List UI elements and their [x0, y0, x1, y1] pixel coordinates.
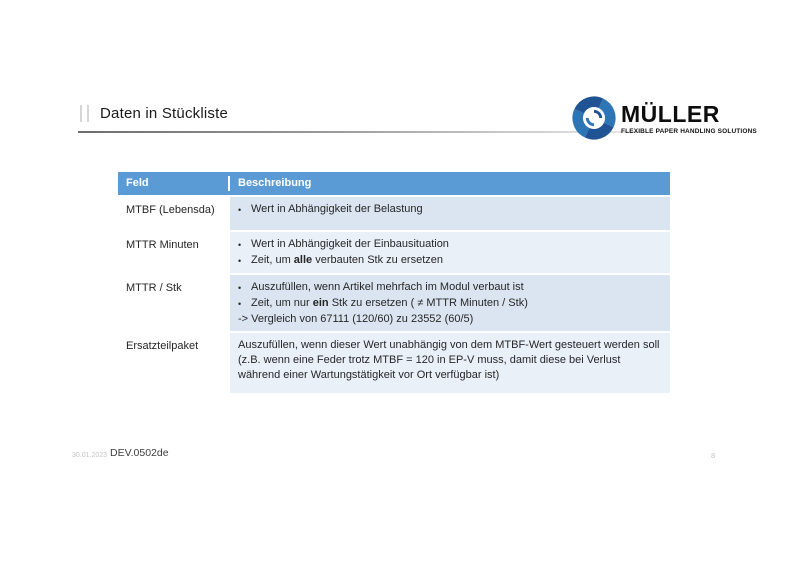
feld-cell: Ersatzteilpaket [118, 333, 230, 393]
title-underline [78, 131, 640, 133]
bullet-marker: • [238, 205, 242, 215]
bullet-line [238, 280, 662, 296]
text-line [238, 338, 662, 383]
footer-page-number: 8 [711, 451, 716, 460]
line-text: Zeit, um nur ein Stk zu ersetzen ( ≠ MTTR Minuten / Stk) [251, 297, 528, 309]
company-logo [571, 95, 757, 141]
table-header-row [118, 172, 670, 195]
table-row-ersatzteilpaket [118, 333, 670, 393]
title-decor-bar [87, 105, 89, 122]
bullet-marker: • [238, 256, 242, 266]
slide-title: Daten in Stückliste [100, 105, 229, 122]
table-row-mtbf [118, 197, 670, 230]
line-text: Wert in Abhängigkeit der Einbausituation [251, 238, 449, 250]
col-header-feld: Feld [118, 176, 230, 191]
bullet-line [238, 253, 662, 269]
bullet-marker: • [238, 299, 242, 309]
title-block [80, 105, 228, 122]
logo-wordmark: MÜLLER [621, 100, 720, 127]
beschreibung-cell [230, 275, 670, 331]
logo-tagline: FLEXIBLE PAPER HANDLING SOLUTIONS [621, 127, 757, 135]
footer-doc-id: DEV.0502de [110, 447, 169, 459]
beschreibung-cell [230, 232, 670, 273]
stueckliste-table [118, 172, 670, 393]
swirl-icon [571, 95, 617, 141]
col-header-beschreibung: Beschreibung [238, 177, 312, 189]
feld-cell: MTTR Minuten [118, 232, 230, 273]
title-decor-bar [80, 105, 82, 122]
bullet-line [238, 237, 662, 253]
bullet-line [238, 202, 662, 218]
line-text: Auszufüllen, wenn Artikel mehrfach im Modul verbaut ist [251, 281, 524, 293]
logo-text [621, 102, 757, 135]
footer-date: 30.01.2023 [72, 452, 108, 459]
line-text: Auszufüllen, wenn dieser Wert unabhängig von dem MTBF-Wert gesteuert werden soll (z.B. wenn eine Feder trotz MTBF = 120 in EP-V muss, damit diese bei Verlust während einer Wartungstätigkeit vor Ort verfügbar ist) [238, 339, 660, 381]
line-text: Wert in Abhängigkeit der Belastung [251, 203, 423, 215]
bullet-line [238, 296, 662, 312]
line-text: Zeit, um alle verbauten Stk zu ersetzen [251, 254, 444, 266]
table-row-mttr-minuten [118, 232, 670, 273]
text-line [238, 312, 662, 327]
beschreibung-cell [230, 197, 670, 230]
table-row-mttr-stk [118, 275, 670, 331]
bullet-marker: • [238, 240, 242, 250]
feld-cell: MTTR / Stk [118, 275, 230, 331]
bullet-marker: • [238, 283, 242, 293]
feld-cell: MTBF (Lebensda) [118, 197, 230, 230]
beschreibung-cell [230, 333, 670, 393]
line-text: -> Vergleich von 67111 (120/60) zu 23552 (60/5) [238, 313, 474, 325]
